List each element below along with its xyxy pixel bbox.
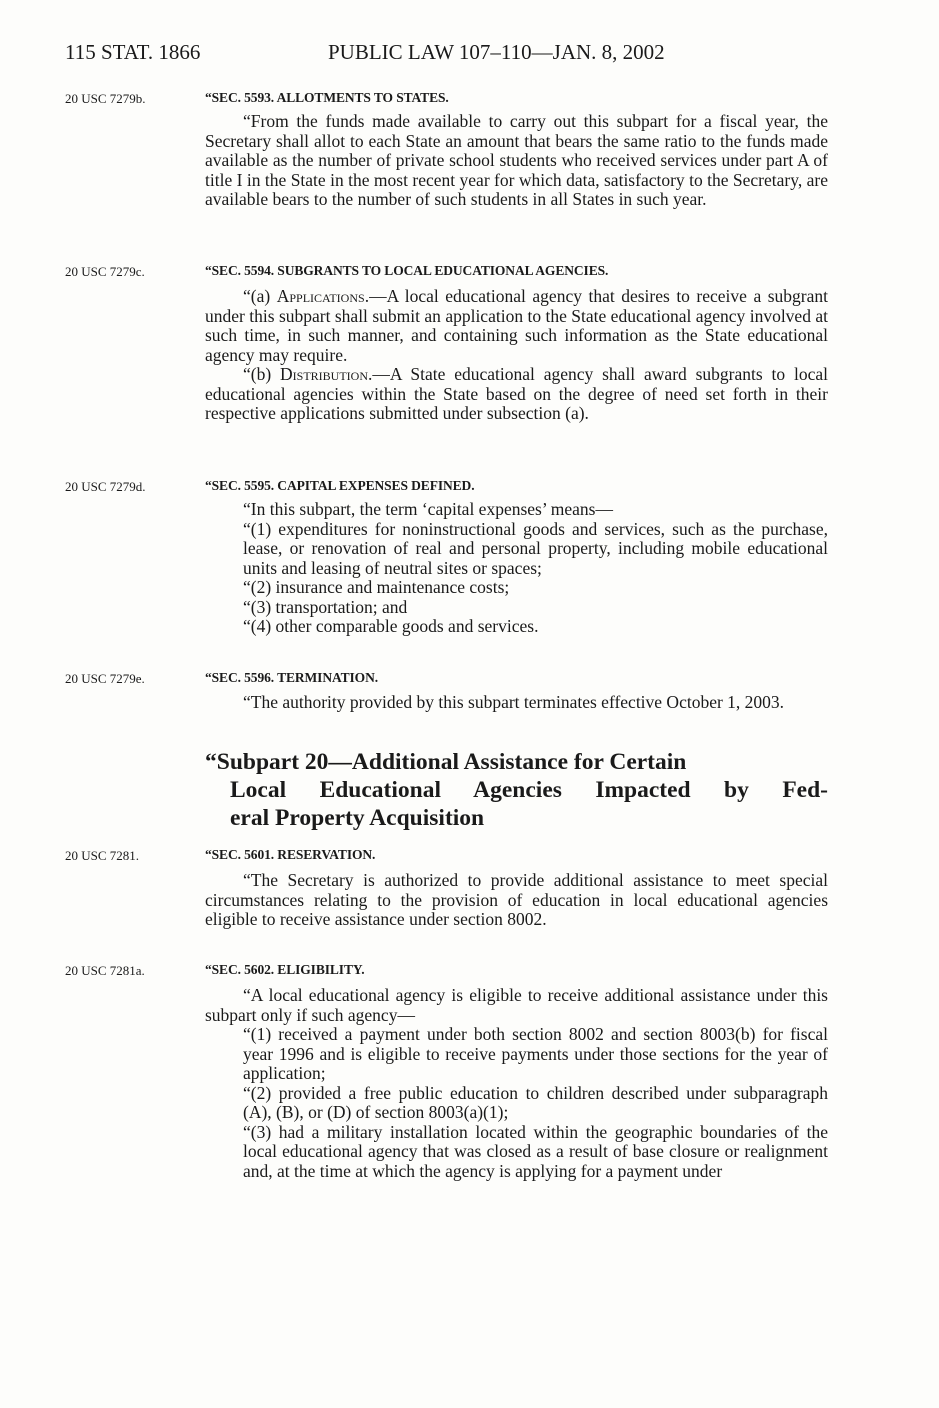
margin-citation: 20 USC 7281.	[65, 848, 140, 863]
paragraph: “The Secretary is authorized to provide additional assistance to meet special circumstances relating to the provision of education in local educational agencies eligible to receive assistance under section 8002.	[205, 870, 828, 929]
margin-citation: 20 USC 7279e.	[65, 671, 145, 686]
section-heading: “SEC. 5595. CAPITAL EXPENSES DEFINED.	[205, 478, 475, 493]
section-body	[205, 986, 828, 1181]
section-heading: “SEC. 5596. TERMINATION.	[205, 670, 379, 685]
list-item: “(1) expenditures for noninstructional goods and services, such as the purchase, lease, or renovation of real and personal property, including mobile educational units and leasing of neutral sites or spaces;	[243, 518, 828, 578]
section-heading: “SEC. 5594. SUBGRANTS TO LOCAL EDUCATIONAL AGENCIES.	[205, 263, 609, 278]
subpart-heading	[205, 748, 828, 832]
paragraph-intro: “A local educational agency is eligible to receive additional assistance under this subpart only if such agency—	[205, 985, 828, 1025]
section-heading: “SEC. 5602. ELIGIBILITY.	[205, 962, 365, 977]
subpart-heading-line: eral Property Acquisition	[230, 805, 485, 831]
subsection-caption: Applications	[276, 286, 365, 306]
section-heading: “SEC. 5601. RESERVATION.	[205, 847, 376, 862]
margin-citation: 20 USC 7281a.	[65, 963, 145, 978]
page-reference: 115 STAT. 1866	[65, 40, 201, 64]
paragraph-intro: “In this subpart, the term ‘capital expenses’ means—	[243, 499, 613, 519]
subsection-caption: Distribution	[280, 364, 368, 384]
margin-citation: 20 USC 7279c.	[65, 264, 145, 279]
section-body	[205, 693, 828, 713]
paragraph: “From the funds made available to carry out this subpart for a fiscal year, the Secretary shall allot to each State an amount that bears the same ratio to the funds made available as the number of private school students who received services under part A of title I in the State in the most recent year for which data, satisfactory to the Secretary, are available bears to the number of such students in all States in such year.	[205, 111, 828, 209]
subsection-text: .—A local educational agency that desires to receive a subgrant under this subpart shall submit an application to the State educational agency involved at such time, in such manner, and containing such information as the State educational agency may require.	[205, 286, 828, 365]
list-item: “(1) received a payment under both section 8002 and section 8003(b) for fiscal year 1996 and is eligible to receive payments under those sections for the year of application;	[243, 1024, 828, 1083]
list-item: “(3) had a military installation located within the geographic boundaries of the local educational agency that was closed as a result of base closure or realignment and, at the time at which the agency is applying for a payment under	[243, 1121, 828, 1181]
list-item: “(3) transportation; and	[243, 596, 408, 617]
section-body	[205, 287, 828, 424]
section-heading: “SEC. 5593. ALLOTMENTS TO STATES.	[205, 90, 449, 105]
section-body	[205, 112, 828, 210]
header-title: PUBLIC LAW 107–110—JAN. 8, 2002	[328, 40, 665, 64]
subpart-heading-line: Local Educational Agencies Impacted by Fed-	[230, 777, 828, 803]
running-header	[65, 40, 665, 65]
subsection-text: .—A State educational agency shall award subgrants to local educational agencies within the State based on the degree of need set forth in their respective applications submitted under subsection (a).	[205, 364, 828, 423]
list-item: “(4) other comparable goods and services.	[243, 616, 539, 636]
paragraph: “The authority provided by this subpart terminates effective October 1, 2003.	[243, 692, 785, 712]
section-body	[205, 871, 828, 930]
margin-citation: 20 USC 7279b.	[65, 91, 146, 106]
section-body	[205, 500, 828, 637]
subpart-heading-line: “Subpart 20—Additional Assistance for Certain	[205, 749, 687, 775]
subsection-label: “(b)	[243, 364, 281, 384]
margin-citation: 20 USC 7279d.	[65, 479, 146, 494]
subsection-a	[205, 287, 828, 365]
subsection-label: “(a)	[243, 286, 277, 306]
list-item: “(2) provided a free public education to children described under subparagraph (A), (B), or (D) of section 8003(a)(1);	[243, 1082, 828, 1122]
subsection-b	[205, 365, 828, 424]
list-item: “(2) insurance and maintenance costs;	[243, 577, 510, 597]
